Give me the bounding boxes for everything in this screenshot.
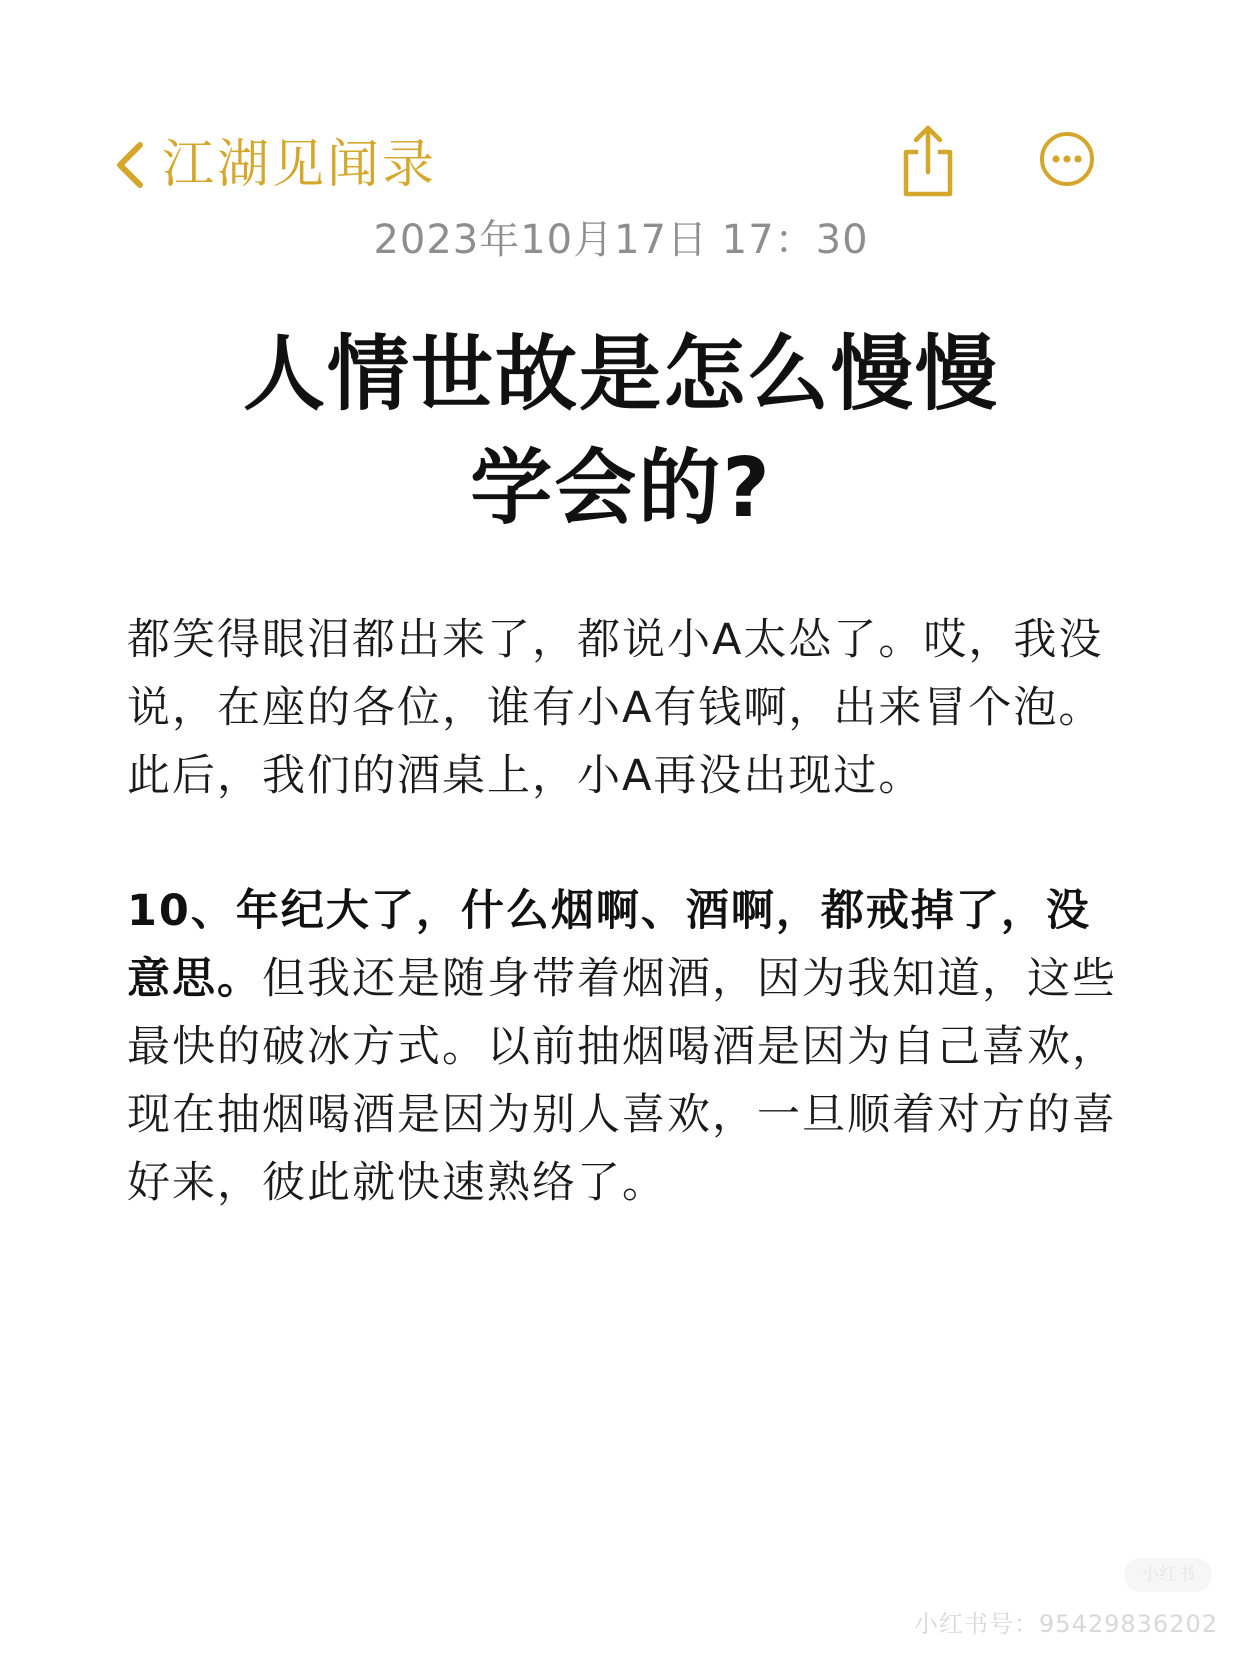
- back-label: 江湖见闻录: [162, 135, 438, 195]
- note-title-line-2: 学会的?: [470, 441, 772, 536]
- note-timestamp: 2023年10月17日 17：30: [373, 217, 869, 263]
- note-paragraph-2: [127, 877, 1127, 1217]
- back-button[interactable]: [110, 132, 437, 198]
- note-paragraph-1: 都笑得眼泪都出来了，都说小A太怂了。哎，我没说，在座的各位，谁有小A有钱啊，出来冒个泡。此后，我们的酒桌上，小A再没出现过。: [127, 615, 1104, 801]
- note-paragraph-2-bold: 10、年纪大了，什么烟啊、酒啊，都戒掉了，没意思。: [127, 886, 1091, 1004]
- navigation-bar: [0, 120, 1242, 210]
- watermark-badge: 小红书: [1124, 1558, 1212, 1592]
- note-title: [100, 318, 1142, 546]
- note-title-line-1: 人情世故是怎么慢慢: [242, 327, 999, 422]
- more-button[interactable]: [1038, 130, 1096, 188]
- more-icon: [1038, 173, 1096, 192]
- share-icon: [900, 183, 956, 202]
- note-paragraph-2-text: 但我还是随身带着烟酒，因为我知道，这些最快的破冰方式。以前抽烟喝酒是因为自己喜欢，现在抽烟喝酒是因为别人喜欢，一旦顺着对方的喜好来，彼此就快速熟络了。: [127, 954, 1117, 1208]
- share-button[interactable]: [900, 124, 956, 198]
- watermark-text: 小红书号：95429836202: [914, 1610, 1218, 1638]
- chevron-left-icon: [110, 139, 150, 191]
